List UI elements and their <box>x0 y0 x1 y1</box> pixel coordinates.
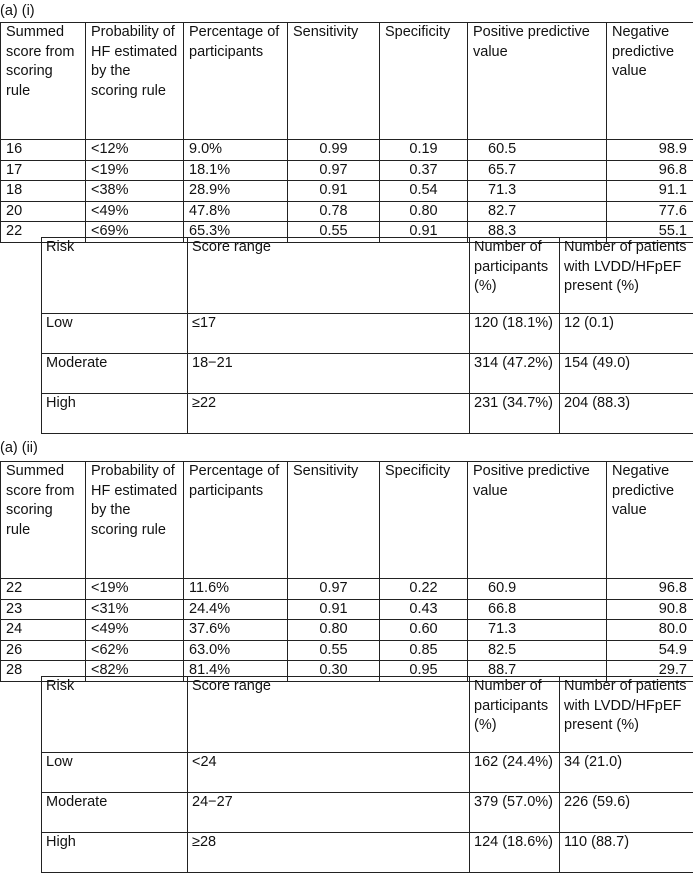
cell: 24.4% <box>184 599 288 620</box>
risk-row <box>42 354 693 394</box>
cell: 34 (21.0) <box>560 753 693 793</box>
cell: 29.7 <box>607 661 693 682</box>
table-row <box>1 201 693 222</box>
cell: 22 <box>1 222 86 243</box>
cell: 90.8 <box>607 599 693 620</box>
cell: 0.22 <box>380 579 468 600</box>
col-header: Negative predictive value <box>607 462 693 579</box>
risk-row <box>42 793 693 833</box>
risk-table <box>41 676 693 873</box>
cell: 60.5 <box>468 140 607 161</box>
cell: Low <box>42 753 188 793</box>
cell: <69% <box>86 222 184 243</box>
cell: <31% <box>86 599 184 620</box>
cell: 0.80 <box>380 201 468 222</box>
cell: 26 <box>1 640 86 661</box>
cell: 71.3 <box>468 181 607 202</box>
cell: 0.19 <box>380 140 468 161</box>
risk-header-row <box>42 677 693 753</box>
table-row <box>1 140 693 161</box>
cell: ≥22 <box>188 394 470 434</box>
cell: 22 <box>1 579 86 600</box>
cell: 91.1 <box>607 181 693 202</box>
col-header: Number of patients with LVDD/HFpEF present (%) <box>560 677 693 753</box>
table-row <box>1 640 693 661</box>
cell: 24−27 <box>188 793 470 833</box>
cell: 23 <box>1 599 86 620</box>
main-table <box>0 22 693 243</box>
col-header: Score range <box>188 677 470 753</box>
cell: 124 (18.6%) <box>470 833 560 873</box>
cell: 0.37 <box>380 160 468 181</box>
cell: 231 (34.7%) <box>470 394 560 434</box>
cell: 0.91 <box>288 181 380 202</box>
main-table <box>0 461 693 682</box>
cell: 54.9 <box>607 640 693 661</box>
cell: ≥28 <box>188 833 470 873</box>
col-header: Summed score from scoring rule <box>1 462 86 579</box>
risk-table <box>41 237 693 434</box>
cell: 11.6% <box>184 579 288 600</box>
cell: 60.9 <box>468 579 607 600</box>
cell: 0.30 <box>288 661 380 682</box>
cell: 0.60 <box>380 620 468 641</box>
cell: 0.95 <box>380 661 468 682</box>
cell: 71.3 <box>468 620 607 641</box>
cell: 0.85 <box>380 640 468 661</box>
col-header: Number of participants (%) <box>470 238 560 314</box>
cell: 16 <box>1 140 86 161</box>
cell: 18.1% <box>184 160 288 181</box>
cell: 98.9 <box>607 140 693 161</box>
cell: <24 <box>188 753 470 793</box>
cell: <49% <box>86 201 184 222</box>
cell: 0.91 <box>380 222 468 243</box>
cell: 80.0 <box>607 620 693 641</box>
cell: Low <box>42 314 188 354</box>
cell: Moderate <box>42 793 188 833</box>
cell: <12% <box>86 140 184 161</box>
risk-row <box>42 833 693 873</box>
cell: 47.8% <box>184 201 288 222</box>
cell: 20 <box>1 201 86 222</box>
cell: ≤17 <box>188 314 470 354</box>
cell: 12 (0.1) <box>560 314 693 354</box>
col-header: Sensitivity <box>288 23 380 140</box>
table-row <box>1 620 693 641</box>
table-row <box>1 160 693 181</box>
col-header: Negative predictive value <box>607 23 693 140</box>
col-header: Percentage of participants <box>184 462 288 579</box>
col-header: Number of participants (%) <box>470 677 560 753</box>
cell: 81.4% <box>184 661 288 682</box>
risk-header-row <box>42 238 693 314</box>
cell: <62% <box>86 640 184 661</box>
cell: 82.7 <box>468 201 607 222</box>
col-header: Risk <box>42 238 188 314</box>
col-header: Risk <box>42 677 188 753</box>
cell: 0.91 <box>288 599 380 620</box>
col-header: Percentage of participants <box>184 23 288 140</box>
section-label: (a) (ii) <box>0 440 38 456</box>
cell: 0.97 <box>288 579 380 600</box>
cell: 28 <box>1 661 86 682</box>
cell: 77.6 <box>607 201 693 222</box>
cell: 314 (47.2%) <box>470 354 560 394</box>
cell: 18−21 <box>188 354 470 394</box>
risk-row <box>42 394 693 434</box>
cell: 63.0% <box>184 640 288 661</box>
cell: 24 <box>1 620 86 641</box>
col-header: Positive predictive value <box>468 462 607 579</box>
cell: <19% <box>86 579 184 600</box>
cell: 96.8 <box>607 579 693 600</box>
cell: 28.9% <box>184 181 288 202</box>
cell: 0.54 <box>380 181 468 202</box>
cell: 9.0% <box>184 140 288 161</box>
table-row <box>1 599 693 620</box>
cell: 82.5 <box>468 640 607 661</box>
col-header: Specificity <box>380 23 468 140</box>
cell: High <box>42 833 188 873</box>
cell: High <box>42 394 188 434</box>
col-header: Probability of HF estimated by the scoring rule <box>86 462 184 579</box>
cell: 55.1 <box>607 222 693 243</box>
cell: 379 (57.0%) <box>470 793 560 833</box>
cell: 66.8 <box>468 599 607 620</box>
cell: 154 (49.0) <box>560 354 693 394</box>
table-row <box>1 181 693 202</box>
cell: 0.55 <box>288 222 380 243</box>
section-label: (a) (i) <box>0 3 35 19</box>
col-header: Positive predictive value <box>468 23 607 140</box>
cell: <49% <box>86 620 184 641</box>
cell: 204 (88.3) <box>560 394 693 434</box>
cell: 88.7 <box>468 661 607 682</box>
cell: 226 (59.6) <box>560 793 693 833</box>
cell: 88.3 <box>468 222 607 243</box>
cell: <19% <box>86 160 184 181</box>
cell: 0.78 <box>288 201 380 222</box>
cell: 65.7 <box>468 160 607 181</box>
col-header: Number of patients with LVDD/HFpEF present (%) <box>560 238 693 314</box>
cell: 17 <box>1 160 86 181</box>
cell: Moderate <box>42 354 188 394</box>
col-header: Probability of HF estimated by the scoring rule <box>86 23 184 140</box>
col-header: Specificity <box>380 462 468 579</box>
col-header: Score range <box>188 238 470 314</box>
cell: 0.55 <box>288 640 380 661</box>
cell: 162 (24.4%) <box>470 753 560 793</box>
risk-row <box>42 753 693 793</box>
cell: <38% <box>86 181 184 202</box>
cell: 18 <box>1 181 86 202</box>
cell: 120 (18.1%) <box>470 314 560 354</box>
col-header: Sensitivity <box>288 462 380 579</box>
cell: 0.99 <box>288 140 380 161</box>
risk-row <box>42 314 693 354</box>
cell: 37.6% <box>184 620 288 641</box>
cell: 96.8 <box>607 160 693 181</box>
cell: 110 (88.7) <box>560 833 693 873</box>
table-row <box>1 579 693 600</box>
cell: 0.97 <box>288 160 380 181</box>
cell: 65.3% <box>184 222 288 243</box>
cell: 0.80 <box>288 620 380 641</box>
header-row <box>1 462 693 579</box>
header-row <box>1 23 693 140</box>
cell: 0.43 <box>380 599 468 620</box>
cell: <82% <box>86 661 184 682</box>
col-header: Summed score from scoring rule <box>1 23 86 140</box>
